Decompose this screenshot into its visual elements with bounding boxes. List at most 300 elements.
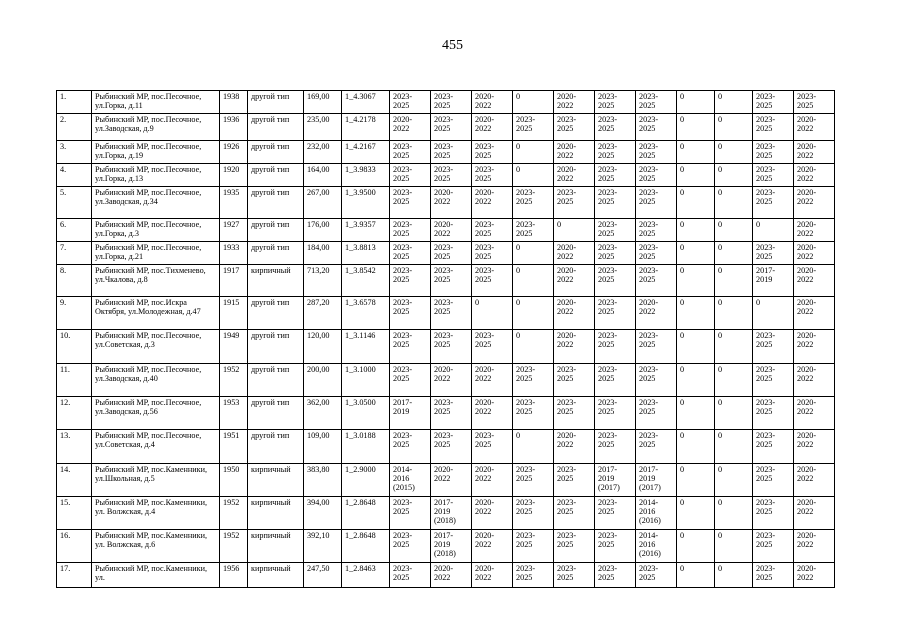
repair-period-cell: 2023- 2025 [513,397,554,430]
housing-program-table [56,90,835,588]
wall-material-cell: кирпичный [248,563,304,588]
table-row [57,530,835,563]
repair-period-cell: 2023- 2025 [390,242,431,265]
table-row [57,297,835,330]
build-year-cell: 1938 [220,91,248,114]
repair-period-cell: 0 [677,91,715,114]
repair-period-cell: 2023- 2025 [472,164,513,187]
address-cell: Рыбинский МР, пос.Каменники, ул.Школьная, д.5 [92,464,220,497]
address-cell: Рыбинский МР, пос.Песочное, ул.Заводская, д.56 [92,397,220,430]
repair-period-cell: 0 [715,242,753,265]
repair-period-cell: 2017- 2019 [753,265,794,297]
repair-period-cell: 2020- 2022 [794,397,835,430]
repair-period-cell: 2023- 2025 [595,297,636,330]
repair-period-cell: 0 [715,297,753,330]
build-year-cell: 1933 [220,242,248,265]
repair-period-cell: 2017- 2019 (2017) [636,464,677,497]
repair-period-cell: 2023- 2025 [753,464,794,497]
priority-index-cell: 1_4.2167 [342,141,390,164]
repair-period-cell: 2023- 2025 [513,563,554,588]
address-cell: Рыбинский МР, пос.Каменники, ул. Волжская, д.4 [92,497,220,530]
repair-period-cell: 0 [513,297,554,330]
repair-period-cell: 2023- 2025 [636,265,677,297]
repair-period-cell: 0 [677,430,715,464]
repair-period-cell: 2023- 2025 [636,430,677,464]
repair-period-cell: 2020- 2022 [431,563,472,588]
build-year-cell: 1951 [220,430,248,464]
repair-period-cell: 0 [677,464,715,497]
repair-period-cell: 2020- 2022 [554,242,595,265]
repair-period-cell: 2023- 2025 [753,187,794,219]
repair-period-cell: 2020- 2022 [390,114,431,141]
repair-period-cell: 2023- 2025 [636,141,677,164]
repair-period-cell: 2023- 2025 [513,219,554,242]
page-number: 455 [442,38,463,53]
repair-period-cell: 2017- 2019 (2018) [431,497,472,530]
repair-period-cell: 0 [715,563,753,588]
row-number-cell: 6. [57,219,92,242]
area-cell: 235,00 [304,114,342,141]
repair-period-cell: 2023- 2025 [513,464,554,497]
repair-period-cell: 2020- 2022 [794,530,835,563]
repair-period-cell: 2020- 2022 [794,187,835,219]
priority-index-cell: 1_3.8542 [342,265,390,297]
repair-period-cell: 0 [677,330,715,364]
repair-period-cell: 2023- 2025 [753,114,794,141]
repair-period-cell: 2020- 2022 [794,364,835,397]
repair-period-cell: 2023- 2025 [472,219,513,242]
repair-period-cell: 2023- 2025 [431,91,472,114]
row-number-cell: 12. [57,397,92,430]
repair-period-cell: 0 [513,91,554,114]
repair-period-cell: 2020- 2022 [472,187,513,219]
repair-period-cell: 2023- 2025 [431,141,472,164]
repair-period-cell: 2023- 2025 [513,187,554,219]
table-row [57,364,835,397]
repair-period-cell: 2023- 2025 [431,330,472,364]
repair-period-cell: 0 [715,530,753,563]
repair-period-cell: 2020- 2022 [431,464,472,497]
address-cell: Рыбинский МР, пос.Песочное, ул.Горка, д.19 [92,141,220,164]
repair-period-cell: 0 [715,497,753,530]
repair-period-cell: 2023- 2025 [472,430,513,464]
repair-period-cell: 2023- 2025 [472,265,513,297]
table-row [57,114,835,141]
repair-period-cell: 2023- 2025 [554,563,595,588]
repair-period-cell: 0 [715,141,753,164]
repair-period-cell: 2023- 2025 [753,497,794,530]
repair-period-cell: 2023- 2025 [595,397,636,430]
repair-period-cell: 2020- 2022 [472,464,513,497]
repair-period-cell: 2020- 2022 [794,219,835,242]
repair-period-cell: 2017- 2019 [390,397,431,430]
repair-period-cell: 2020- 2022 [794,242,835,265]
repair-period-cell: 2023- 2025 [636,91,677,114]
build-year-cell: 1956 [220,563,248,588]
repair-period-cell: 2020- 2022 [472,364,513,397]
repair-period-cell: 2023- 2025 [595,530,636,563]
repair-period-cell: 2023- 2025 [595,497,636,530]
wall-material-cell: другой тип [248,364,304,397]
row-number-cell: 3. [57,141,92,164]
repair-period-cell: 2020- 2022 [794,430,835,464]
area-cell: 287,20 [304,297,342,330]
repair-period-cell: 2023- 2025 [513,114,554,141]
repair-period-cell: 2023- 2025 [554,397,595,430]
row-number-cell: 7. [57,242,92,265]
repair-period-cell: 2020- 2022 [794,497,835,530]
repair-period-cell: 2023- 2025 [595,91,636,114]
row-number-cell: 15. [57,497,92,530]
repair-period-cell: 2020- 2022 [794,164,835,187]
wall-material-cell: другой тип [248,141,304,164]
build-year-cell: 1920 [220,164,248,187]
repair-period-cell: 2020- 2022 [431,364,472,397]
repair-period-cell: 0 [677,497,715,530]
repair-period-cell: 2014- 2016 (2016) [636,530,677,563]
priority-index-cell: 1_3.9833 [342,164,390,187]
repair-period-cell: 2023- 2025 [390,91,431,114]
build-year-cell: 1952 [220,497,248,530]
repair-period-cell: 2023- 2025 [431,242,472,265]
priority-index-cell: 1_3.0188 [342,430,390,464]
repair-period-cell: 0 [677,141,715,164]
repair-period-cell: 0 [677,297,715,330]
wall-material-cell: другой тип [248,330,304,364]
row-number-cell: 11. [57,364,92,397]
area-cell: 184,00 [304,242,342,265]
table-row [57,265,835,297]
build-year-cell: 1950 [220,464,248,497]
area-cell: 120,00 [304,330,342,364]
repair-period-cell: 2014- 2016 (2015) [390,464,431,497]
priority-index-cell: 1_3.9357 [342,219,390,242]
repair-period-cell: 2023- 2025 [753,397,794,430]
repair-period-cell: 0 [513,242,554,265]
repair-period-cell: 0 [715,464,753,497]
repair-period-cell: 2023- 2025 [554,114,595,141]
repair-period-cell: 2023- 2025 [390,297,431,330]
wall-material-cell: другой тип [248,91,304,114]
repair-period-cell: 2023- 2025 [595,364,636,397]
repair-period-cell: 2023- 2025 [595,265,636,297]
area-cell: 713,20 [304,265,342,297]
repair-period-cell: 2023- 2025 [636,187,677,219]
repair-period-cell: 2023- 2025 [390,497,431,530]
repair-period-cell: 2023- 2025 [554,464,595,497]
repair-period-cell: 2023- 2025 [390,430,431,464]
repair-period-cell: 0 [513,141,554,164]
repair-period-cell: 2023- 2025 [753,364,794,397]
repair-period-cell: 0 [753,219,794,242]
address-cell: Рыбинский МР, пос.Каменники, ул. [92,563,220,588]
build-year-cell: 1927 [220,219,248,242]
priority-index-cell: 1_3.1146 [342,330,390,364]
table-row [57,464,835,497]
area-cell: 394,00 [304,497,342,530]
repair-period-cell: 2020- 2022 [431,187,472,219]
row-number-cell: 17. [57,563,92,588]
priority-index-cell: 1_3.1000 [342,364,390,397]
area-cell: 169,00 [304,91,342,114]
repair-period-cell: 0 [715,397,753,430]
repair-period-cell: 2020- 2022 [554,91,595,114]
row-number-cell: 10. [57,330,92,364]
repair-period-cell: 2020- 2022 [554,141,595,164]
repair-period-cell: 0 [677,397,715,430]
row-number-cell: 8. [57,265,92,297]
repair-period-cell: 0 [677,265,715,297]
area-cell: 383,80 [304,464,342,497]
table-row [57,430,835,464]
repair-period-cell: 2023- 2025 [595,114,636,141]
repair-period-cell: 2023- 2025 [595,430,636,464]
repair-period-cell: 0 [677,563,715,588]
priority-index-cell: 1_3.8813 [342,242,390,265]
row-number-cell: 2. [57,114,92,141]
repair-period-cell: 0 [715,187,753,219]
repair-period-cell: 2020- 2022 [794,114,835,141]
repair-period-cell: 2023- 2025 [431,265,472,297]
repair-period-cell: 2023- 2025 [472,141,513,164]
repair-period-cell: 2020- 2022 [472,114,513,141]
repair-period-cell: 0 [554,219,595,242]
repair-period-cell: 2023- 2025 [753,563,794,588]
repair-period-cell: 2023- 2025 [390,265,431,297]
priority-index-cell: 1_2.8648 [342,530,390,563]
repair-period-cell: 0 [472,297,513,330]
address-cell: Рыбинский МР, пос.Искра Октября, ул.Молодежная, д.47 [92,297,220,330]
repair-period-cell: 2023- 2025 [753,91,794,114]
repair-period-cell: 0 [677,219,715,242]
repair-period-cell: 0 [677,530,715,563]
address-cell: Рыбинский МР, пос.Тихменево, ул.Чкалова, д.8 [92,265,220,297]
address-cell: Рыбинский МР, пос.Песочное, ул.Заводская, д.9 [92,114,220,141]
repair-period-cell: 2023- 2025 [595,563,636,588]
wall-material-cell: другой тип [248,242,304,265]
repair-period-cell: 2023- 2025 [753,530,794,563]
table-row [57,563,835,588]
repair-period-cell: 0 [715,219,753,242]
repair-period-cell: 2020- 2022 [554,297,595,330]
repair-period-cell: 0 [715,91,753,114]
priority-index-cell: 1_4.3067 [342,91,390,114]
address-cell: Рыбинский МР, пос.Каменники, ул. Волжская, д.6 [92,530,220,563]
table-row [57,91,835,114]
repair-period-cell: 2020- 2022 [794,297,835,330]
repair-period-cell: 0 [715,265,753,297]
build-year-cell: 1953 [220,397,248,430]
row-number-cell: 1. [57,91,92,114]
repair-period-cell: 2023- 2025 [636,164,677,187]
priority-index-cell: 1_2.8463 [342,563,390,588]
repair-period-cell: 2023- 2025 [753,164,794,187]
repair-period-cell: 2020- 2022 [472,91,513,114]
priority-index-cell: 1_4.2178 [342,114,390,141]
repair-period-cell: 0 [715,430,753,464]
repair-period-cell: 2023- 2025 [636,563,677,588]
repair-period-cell: 2023- 2025 [595,141,636,164]
wall-material-cell: другой тип [248,397,304,430]
area-cell: 247,50 [304,563,342,588]
table-row [57,330,835,364]
table-row [57,141,835,164]
repair-period-cell: 0 [513,164,554,187]
repair-period-cell: 2023- 2025 [513,364,554,397]
table-row [57,497,835,530]
repair-period-cell: 2023- 2025 [595,164,636,187]
address-cell: Рыбинский МР, пос.Песочное, ул.Горка, д.21 [92,242,220,265]
address-cell: Рыбинский МР, пос.Песочное, ул.Горка, д.11 [92,91,220,114]
table-row [57,164,835,187]
priority-index-cell: 1_3.0500 [342,397,390,430]
repair-period-cell: 2023- 2025 [636,397,677,430]
repair-period-cell: 0 [677,114,715,141]
row-number-cell: 13. [57,430,92,464]
wall-material-cell: кирпичный [248,530,304,563]
repair-period-cell: 2023- 2025 [431,297,472,330]
repair-period-cell: 2020- 2022 [472,497,513,530]
area-cell: 392,10 [304,530,342,563]
repair-period-cell: 2023- 2025 [390,187,431,219]
repair-period-cell: 2023- 2025 [636,330,677,364]
repair-period-cell: 0 [677,164,715,187]
repair-period-cell: 2023- 2025 [753,242,794,265]
area-cell: 109,00 [304,430,342,464]
repair-period-cell: 0 [677,187,715,219]
row-number-cell: 9. [57,297,92,330]
repair-period-cell: 2017- 2019 (2018) [431,530,472,563]
table-row [57,242,835,265]
repair-period-cell: 2023- 2025 [390,219,431,242]
build-year-cell: 1952 [220,364,248,397]
repair-period-cell: 2020- 2022 [636,297,677,330]
address-cell: Рыбинский МР, пос.Песочное, ул.Горка, д.13 [92,164,220,187]
build-year-cell: 1936 [220,114,248,141]
wall-material-cell: другой тип [248,114,304,141]
repair-period-cell: 2020- 2022 [794,141,835,164]
repair-period-cell: 2020- 2022 [554,164,595,187]
repair-period-cell: 2023- 2025 [554,497,595,530]
address-cell: Рыбинский МР, пос.Песочное, ул.Заводская, д.40 [92,364,220,397]
repair-period-cell: 2023- 2025 [636,364,677,397]
priority-index-cell: 1_3.6578 [342,297,390,330]
repair-period-cell: 2017- 2019 (2017) [595,464,636,497]
table-row [57,219,835,242]
repair-period-cell: 2020- 2022 [472,530,513,563]
repair-period-cell: 2014- 2016 (2016) [636,497,677,530]
repair-period-cell: 2023- 2025 [431,430,472,464]
repair-period-cell: 2020- 2022 [794,265,835,297]
repair-period-cell: 2023- 2025 [753,141,794,164]
repair-period-cell: 2020- 2022 [554,265,595,297]
wall-material-cell: другой тип [248,164,304,187]
repair-period-cell: 2020- 2022 [554,330,595,364]
wall-material-cell: другой тип [248,219,304,242]
repair-period-cell: 2020- 2022 [472,563,513,588]
priority-index-cell: 1_3.9500 [342,187,390,219]
repair-period-cell: 2023- 2025 [753,330,794,364]
repair-period-cell: 2023- 2025 [753,430,794,464]
repair-period-cell: 2023- 2025 [390,530,431,563]
table-row [57,187,835,219]
area-cell: 200,00 [304,364,342,397]
repair-period-cell: 2023- 2025 [554,364,595,397]
repair-period-cell: 2023- 2025 [595,187,636,219]
wall-material-cell: другой тип [248,187,304,219]
repair-period-cell: 2023- 2025 [513,497,554,530]
repair-period-cell: 0 [513,330,554,364]
repair-period-cell: 2023- 2025 [636,219,677,242]
wall-material-cell: кирпичный [248,497,304,530]
row-number-cell: 5. [57,187,92,219]
row-number-cell: 4. [57,164,92,187]
repair-period-cell: 2023- 2025 [595,330,636,364]
repair-period-cell: 0 [677,242,715,265]
repair-period-cell: 0 [753,297,794,330]
repair-period-cell: 2020- 2022 [794,563,835,588]
area-cell: 232,00 [304,141,342,164]
row-number-cell: 14. [57,464,92,497]
area-cell: 267,00 [304,187,342,219]
repair-period-cell: 2023- 2025 [636,242,677,265]
wall-material-cell: другой тип [248,430,304,464]
repair-period-cell: 2023- 2025 [472,242,513,265]
repair-period-cell: 0 [677,364,715,397]
area-cell: 362,00 [304,397,342,430]
address-cell: Рыбинский МР, пос.Песочное, ул.Горка, д.3 [92,219,220,242]
repair-period-cell: 2023- 2025 [431,164,472,187]
repair-period-cell: 2023- 2025 [390,164,431,187]
repair-period-cell: 2023- 2025 [554,187,595,219]
repair-period-cell: 2023- 2025 [390,330,431,364]
repair-period-cell: 2023- 2025 [390,364,431,397]
repair-period-cell: 2020- 2022 [794,330,835,364]
address-cell: Рыбинский МР, пос.Песочное, ул.Заводская, д.34 [92,187,220,219]
build-year-cell: 1949 [220,330,248,364]
row-number-cell: 16. [57,530,92,563]
build-year-cell: 1952 [220,530,248,563]
repair-period-cell: 2023- 2025 [595,242,636,265]
priority-index-cell: 1_2.9000 [342,464,390,497]
repair-period-cell: 2023- 2025 [636,114,677,141]
build-year-cell: 1935 [220,187,248,219]
wall-material-cell: другой тип [248,297,304,330]
repair-period-cell: 2023- 2025 [595,219,636,242]
repair-period-cell: 2020- 2022 [794,464,835,497]
repair-period-cell: 2023- 2025 [431,114,472,141]
repair-period-cell: 2023- 2025 [794,91,835,114]
area-cell: 164,00 [304,164,342,187]
repair-period-cell: 2023- 2025 [554,530,595,563]
build-year-cell: 1926 [220,141,248,164]
repair-period-cell: 0 [513,430,554,464]
repair-period-cell: 2023- 2025 [390,563,431,588]
repair-period-cell: 2020- 2022 [431,219,472,242]
repair-period-cell: 2020- 2022 [472,397,513,430]
wall-material-cell: кирпичный [248,265,304,297]
repair-period-cell: 0 [513,265,554,297]
repair-period-cell: 2023- 2025 [513,530,554,563]
priority-index-cell: 1_2.8648 [342,497,390,530]
build-year-cell: 1915 [220,297,248,330]
build-year-cell: 1917 [220,265,248,297]
repair-period-cell: 2023- 2025 [431,397,472,430]
repair-period-cell: 2020- 2022 [554,430,595,464]
repair-period-cell: 0 [715,330,753,364]
table-row [57,397,835,430]
repair-period-cell: 2023- 2025 [390,141,431,164]
